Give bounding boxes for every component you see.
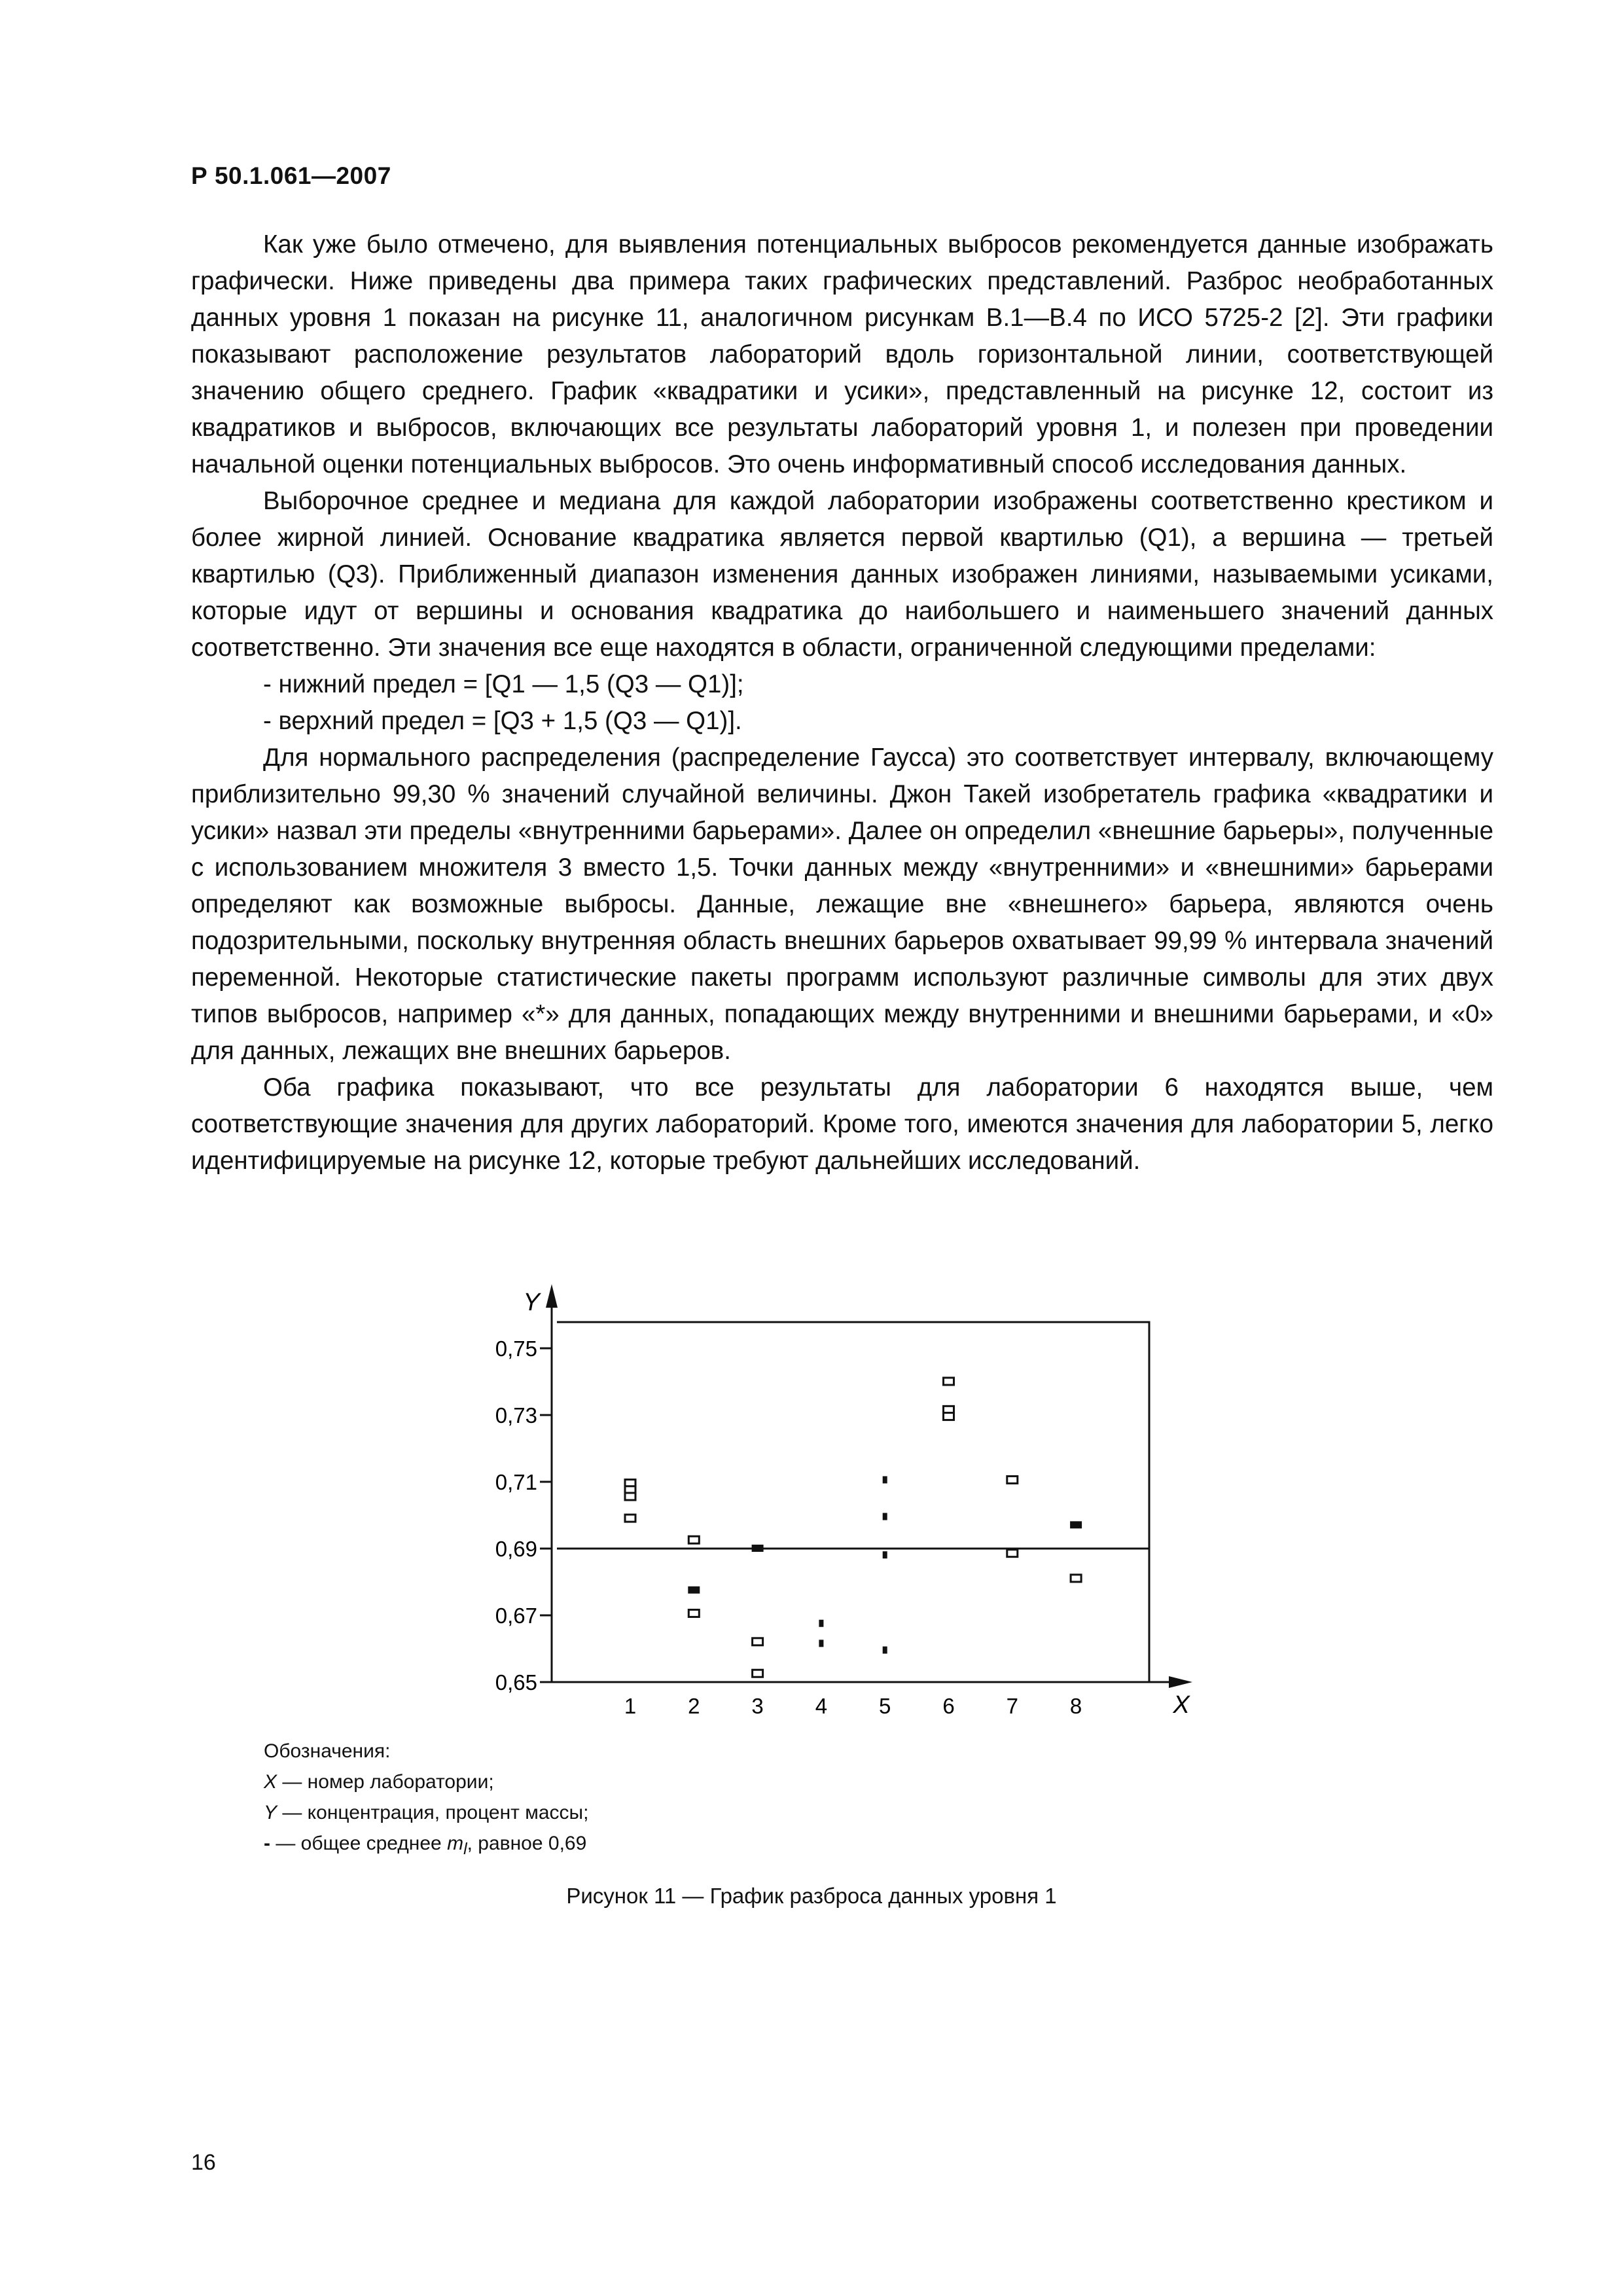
legend-mean-sub: l: [463, 1840, 467, 1858]
legend-mean-symbol: -: [264, 1833, 270, 1854]
data-point: [688, 1536, 699, 1543]
data-point: [819, 1620, 823, 1627]
data-point: [688, 1587, 700, 1594]
data-point: [1007, 1476, 1018, 1483]
data-point: [625, 1515, 635, 1522]
y-tick-label: 0,73: [495, 1403, 537, 1427]
legend-y-symbol: Y: [264, 1802, 277, 1823]
x-tick-label: 7: [1006, 1694, 1018, 1718]
data-point: [819, 1640, 823, 1647]
legend-x-text: — номер лаборатории;: [277, 1771, 494, 1793]
data-point: [753, 1638, 763, 1645]
legend-y-entry: [264, 1797, 588, 1828]
data-point: [1070, 1521, 1082, 1528]
x-tick-label: 2: [688, 1694, 700, 1718]
y-tick-label: 0,75: [495, 1336, 537, 1361]
list-item-upper-limit: - верхний предел = [Q3 + 1,5 (Q3 — Q1)].: [263, 707, 742, 735]
x-tick-label: 1: [624, 1694, 637, 1718]
legend-x-entry: [264, 1767, 588, 1797]
x-tick-label: 3: [751, 1694, 764, 1718]
legend-title: Обозначения:: [264, 1740, 391, 1762]
legend-mean-entry: [264, 1828, 588, 1865]
data-point: [883, 1476, 887, 1483]
x-tick-label: 8: [1069, 1694, 1082, 1718]
data-point: [883, 1551, 887, 1558]
page-number: 16: [191, 2150, 216, 2175]
figure-legend: [264, 1736, 588, 1865]
data-point: [883, 1513, 887, 1520]
data-point: [944, 1413, 954, 1420]
data-point: [625, 1493, 635, 1500]
list-item-lower-limit: - нижний предел = [Q1 — 1,5 (Q3 — Q1)];: [263, 670, 744, 698]
x-tick-label: 5: [879, 1694, 891, 1718]
data-point: [752, 1545, 764, 1552]
y-tick-label: 0,69: [495, 1537, 537, 1561]
data-point: [1007, 1550, 1018, 1557]
x-axis-label: X: [1173, 1691, 1190, 1719]
legend-mean-value: , равное 0,69: [467, 1833, 587, 1854]
paragraph-3: Для нормального распределения (распределение Гаусса) это соответствует интервалу, включающему приблизительно 99,30 % значений случайной величины. Джон Такей изобретатель графика «квадратики и усики» назвал эти пределы «внутренними барьерами». Далее он определил «внешние барьеры», полученные с использованием множителя 3 вместо 1,5. Точки данных между «внутренними» и «внешними» барьерами определяют как возможные выбросы. Данные, лежащие вне «внешнего» барьера, являются очень подозрительными, поскольку внутренняя область внешних барьеров охватывает 99,99 % интервала значений переменной. Некоторые статистические пакеты программ используют различные символы для этих двух типов выбросов, например «*» для данных, попадающих между внутренними и внешними барьерами, и «0» для данных, лежащих вне внешних барьеров.: [191, 744, 1493, 1065]
data-point: [688, 1609, 699, 1617]
x-tick-label: 6: [942, 1694, 955, 1718]
paragraph-2: Выборочное среднее и медиана для каждой лаборатории изображены соответственно крестиком и более жирной линией. Основание квадратика является первой квартилью (Q1), а вершина — третьей квартилью (Q3). Приближенный диапазон изменения данных изображен линиями, называемыми усиками, которые идут от вершины и основания квадратика до наибольшего и наименьшего значений данных соответственно. Эти значения все еще находятся в области, ограниченной следующими пределами:: [191, 487, 1493, 662]
y-axis-label: Y: [523, 1289, 540, 1316]
y-tick-label: 0,67: [495, 1604, 537, 1628]
document-header: Р 50.1.061—2007: [191, 162, 391, 189]
x-axis-arrow: [1169, 1676, 1192, 1688]
paragraph-1: Как уже было отмечено, для выявления потенциальных выбросов рекомендуется данные изображать графически. Ниже приведены два примера таких графических представлений. Разброс необработанных данных уровня 1 показан на рисунке 11, аналогичном рисункам В.1—В.4 по ИСО 5725-2 [2]. Эти графики показывают расположение результатов лабораторий вдоль горизонтальной линии, соответствующей значению общего среднего. График «квадратики и усики», представленный на рисунке 12, состоит из квадратиков и выбросов, включающих все результаты лабораторий уровня 1, и полезен при проведении начальной оценки потенциальных выбросов. Это очень информативный способ исследования данных.: [191, 230, 1493, 478]
data-point: [883, 1647, 887, 1654]
paragraph-4: Оба графика показывают, что все результаты для лаборатории 6 находятся выше, чем соответствующие значения для других лабораторий. Кроме того, имеются значения для лаборатории 5, легко идентифицируемые на рисунке 12, которые требуют дальнейших исследований.: [191, 1073, 1493, 1175]
data-point: [753, 1670, 763, 1677]
legend-x-symbol: X: [264, 1771, 277, 1793]
figure-caption: Рисунок 11 — График разброса данных уровня 1: [566, 1884, 1057, 1908]
data-point: [1071, 1575, 1081, 1582]
data-point: [944, 1378, 954, 1385]
plot-frame: [557, 1322, 1149, 1682]
y-axis-arrow: [546, 1284, 558, 1308]
legend-mean-text: — общее среднее: [270, 1833, 448, 1854]
y-tick-label: 0,71: [495, 1470, 537, 1494]
x-tick-label: 4: [815, 1694, 828, 1718]
y-tick-label: 0,65: [495, 1670, 537, 1695]
legend-y-text: — концентрация, процент массы;: [277, 1802, 589, 1823]
legend-mean-var: m: [447, 1833, 464, 1854]
